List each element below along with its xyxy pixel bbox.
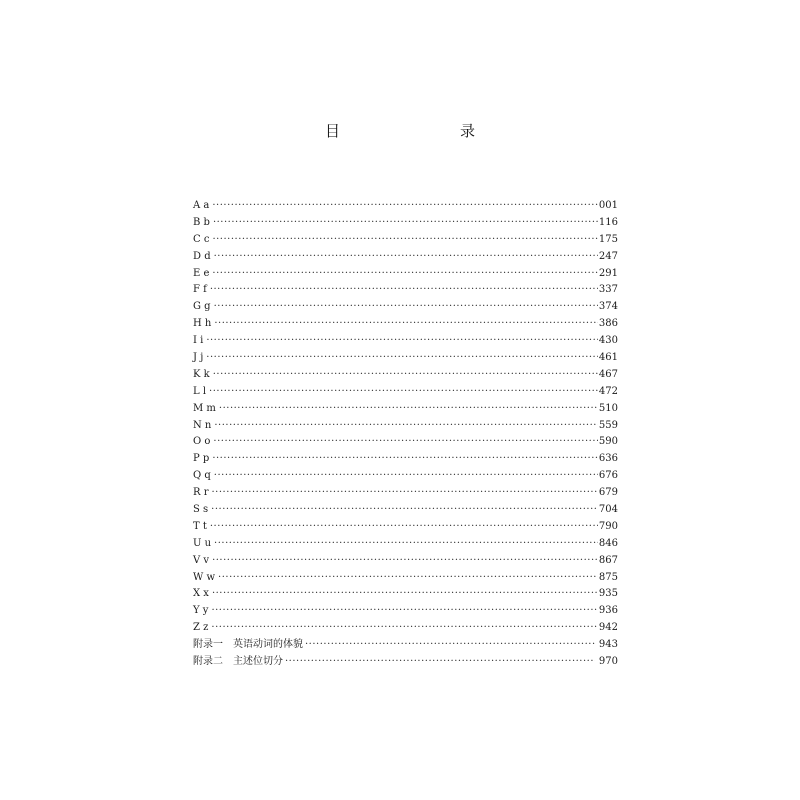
toc-entry-label: M m: [193, 402, 216, 414]
toc-entry-page-number: 430: [598, 335, 618, 347]
dot-leader: [211, 502, 598, 519]
toc-entry[interactable]: [193, 232, 618, 249]
toc-entry-label: R r: [193, 487, 209, 499]
toc-entry[interactable]: [193, 384, 618, 401]
dot-leader: [212, 586, 598, 603]
toc-entry[interactable]: [193, 603, 618, 620]
toc-appendix-entry[interactable]: [193, 637, 618, 654]
dot-leader: [206, 350, 598, 367]
toc-entry-label: U u: [193, 537, 212, 549]
dot-leader: [214, 468, 598, 485]
dot-leader: [213, 215, 598, 232]
toc-entry-label: A a: [193, 200, 210, 211]
toc-entry-label: W w: [193, 571, 216, 583]
dot-leader: [211, 620, 598, 637]
toc-entry-label: Z z: [193, 622, 209, 634]
toc-entry-label: 附录一 英语动词的体貌: [193, 639, 303, 651]
dot-leader: [305, 637, 595, 654]
dot-leader: [212, 198, 598, 215]
toc-entry-page-number: 461: [598, 352, 618, 364]
toc-entry-label: O o: [193, 436, 211, 448]
toc-entry[interactable]: [193, 553, 618, 570]
toc-entry-label: L l: [193, 385, 207, 397]
dot-leader: [285, 654, 595, 671]
toc-entry-page-number: 337: [598, 284, 618, 296]
toc-appendix-entry[interactable]: [193, 654, 618, 671]
toc-entry-page-number: 867: [598, 554, 618, 566]
toc-entry-label: V v: [193, 554, 210, 566]
toc-entry-label: J j: [193, 352, 204, 364]
toc-entry-page-number: 116: [598, 216, 618, 228]
dot-leader: [214, 299, 598, 316]
toc-entry-label: Q q: [193, 470, 211, 482]
toc-entry-label: B b: [193, 216, 210, 228]
toc-entry[interactable]: [193, 468, 618, 485]
toc-entry-label: K k: [193, 368, 210, 380]
toc-entry-page-number: 704: [598, 504, 618, 516]
toc-entry[interactable]: [193, 519, 618, 536]
toc-entry-page-number: 291: [598, 267, 618, 279]
toc-entry[interactable]: [193, 502, 618, 519]
toc-entry-label: I i: [193, 335, 204, 347]
dot-leader: [212, 232, 597, 249]
toc-entry-label: P p: [193, 453, 210, 465]
toc-entry-label: Y y: [193, 605, 209, 617]
dot-leader: [213, 367, 598, 384]
toc-entry-page-number: 636: [598, 453, 618, 465]
dot-leader: [210, 282, 598, 299]
toc-entry[interactable]: [193, 333, 618, 350]
toc-entry-label: H h: [193, 318, 212, 330]
toc-entry-page-number: 935: [598, 588, 618, 600]
dot-leader: [212, 485, 598, 502]
toc-entry-page-number: 936: [598, 605, 618, 617]
toc-entry-label: C c: [193, 233, 210, 245]
toc-entry-label: D d: [193, 250, 211, 262]
toc-entry-label: F f: [193, 284, 207, 296]
dot-leader: [212, 553, 598, 570]
toc-entry-label: S s: [193, 504, 209, 516]
toc-entry[interactable]: [193, 266, 618, 283]
toc-entry-page-number: 875: [598, 571, 618, 583]
dot-leader: [213, 434, 598, 451]
dot-leader: [209, 384, 598, 401]
toc-entry-label: 附录二 主述位切分: [193, 656, 283, 668]
toc-entry-page-number: 970: [598, 656, 618, 668]
toc-entry[interactable]: [193, 215, 618, 232]
toc-entry-page-number: 942: [598, 622, 618, 634]
toc-entry-label: E e: [193, 267, 210, 279]
toc-entry-page-number: 001: [598, 200, 618, 211]
dot-leader: [214, 316, 598, 333]
toc-entry-label: N n: [193, 419, 212, 431]
dot-leader: [214, 418, 598, 435]
toc-entry-label: X x: [193, 588, 209, 600]
dot-leader: [212, 266, 598, 283]
toc-entry-page-number: 386: [598, 318, 618, 330]
toc-entry-page-number: 679: [598, 487, 618, 499]
toc-entry-page-number: 790: [598, 520, 618, 532]
toc-entry[interactable]: [193, 299, 618, 316]
toc-entry[interactable]: [193, 350, 618, 367]
toc-entry[interactable]: [193, 586, 618, 603]
dot-leader: [212, 451, 598, 468]
toc-entry[interactable]: [193, 620, 618, 637]
toc-entry[interactable]: [193, 316, 618, 333]
toc-entry-page-number: 374: [598, 301, 618, 313]
toc-entry-label: T t: [193, 520, 207, 532]
toc-entry[interactable]: [193, 198, 618, 215]
dot-leader: [206, 333, 598, 350]
toc-entry-page-number: 943: [598, 639, 618, 651]
toc-entry-page-number: 247: [598, 250, 618, 262]
dot-leader: [214, 536, 598, 553]
dot-leader: [219, 401, 598, 418]
toc-entry-page-number: 559: [598, 419, 618, 431]
toc-entry-page-number: 590: [598, 436, 618, 448]
toc-entry-label: G g: [193, 301, 211, 313]
toc-entry-page-number: 676: [598, 470, 618, 482]
toc-entry[interactable]: [193, 570, 618, 587]
dot-leader: [218, 570, 598, 587]
toc-entry[interactable]: [193, 418, 618, 435]
page-title: 目 录: [324, 122, 505, 140]
toc-entry[interactable]: [193, 367, 618, 384]
toc-entry[interactable]: [193, 401, 618, 418]
table-of-contents: [193, 198, 618, 671]
dot-leader: [210, 519, 598, 536]
toc-entry-page-number: 510: [598, 402, 618, 414]
toc-entry[interactable]: [193, 249, 618, 266]
toc-entry-page-number: 846: [598, 537, 618, 549]
dot-leader: [211, 603, 597, 620]
dot-leader: [214, 249, 598, 266]
toc-entry-page-number: 467: [598, 368, 618, 380]
toc-entry[interactable]: [193, 485, 618, 502]
toc-entry[interactable]: [193, 434, 618, 451]
toc-entry-page-number: 472: [598, 385, 618, 397]
toc-entry[interactable]: [193, 451, 618, 468]
toc-entry-page-number: 175: [598, 233, 618, 245]
toc-entry[interactable]: [193, 282, 618, 299]
toc-entry[interactable]: [193, 536, 618, 553]
